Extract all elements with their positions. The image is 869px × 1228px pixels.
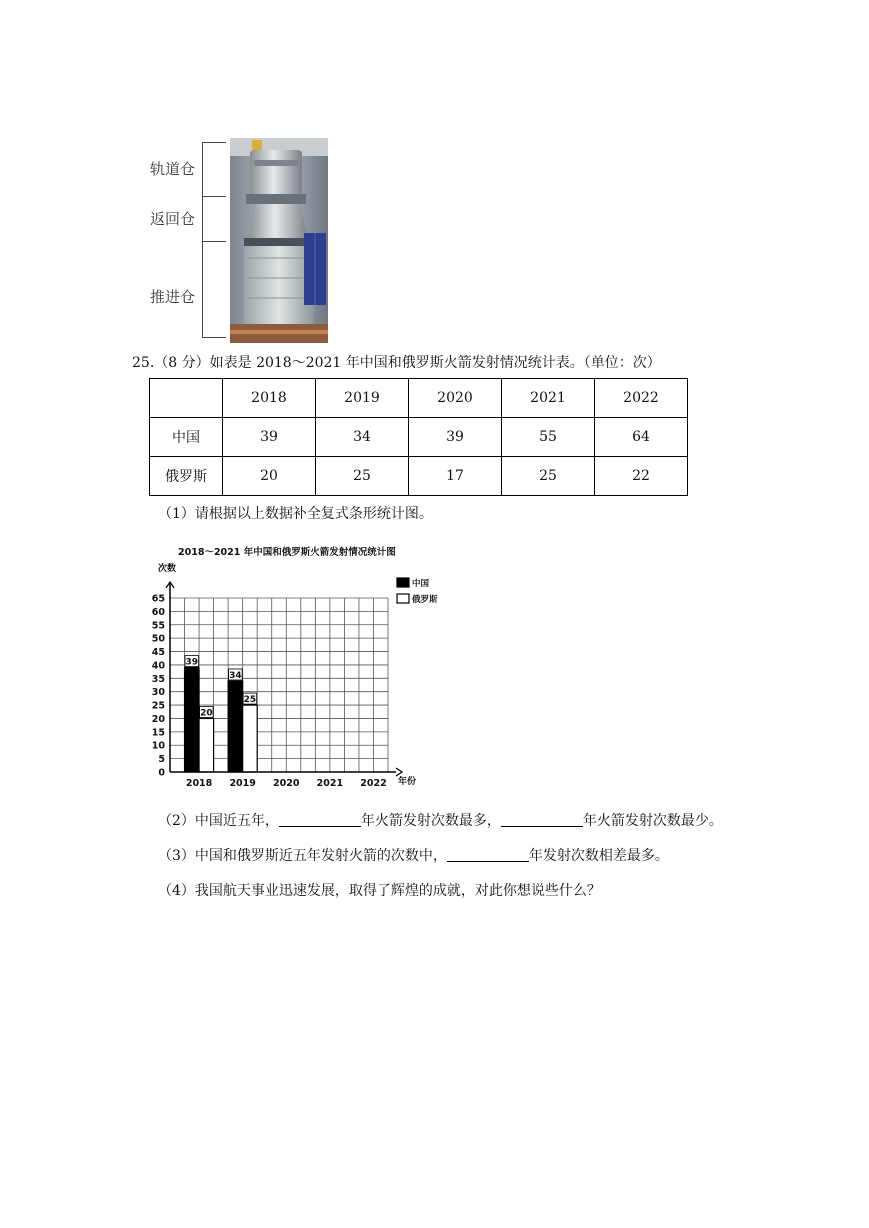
x-tick-label: 2018 [185,778,213,789]
y-tick-label: 5 [158,754,165,766]
legend-label: 中国 [412,579,430,589]
table-cell: 25 [316,457,409,496]
answer-blank-most-year[interactable] [279,812,361,827]
y-tick-label: 50 [151,633,165,645]
x-tick-label: 2020 [273,778,300,789]
table-cell: 64 [595,418,688,457]
data-label: 39 [185,657,199,668]
y-tick-label: 15 [151,727,165,739]
spacecraft-photo [230,138,328,343]
sub2-text-a: （2）中国近五年， [158,813,279,829]
launch-stats-table [149,378,688,496]
table-cell: 17 [409,457,502,496]
data-label: 25 [243,695,257,706]
y-tick-label: 40 [151,660,165,672]
y-tick-label: 45 [151,647,165,659]
table-corner-cell [150,379,223,418]
answer-blank-max-diff-year[interactable] [447,847,529,862]
table-row [150,457,688,496]
sub-question-4: （4）我国航天事业迅速发展，取得了辉煌的成就，对此你想说些什么？ [158,883,601,899]
legend-swatch-russia [397,594,409,603]
data-label: 34 [229,670,242,681]
label-brace [202,142,203,338]
x-tick-label: 2021 [316,778,344,789]
sub-question-1: （1）请根据以上数据补全复式条形统计图。 [158,506,433,522]
x-tick-label: 2019 [229,778,256,789]
bar-china [228,681,243,772]
y-tick-label: 60 [151,606,165,618]
table-cell: 39 [409,418,502,457]
label-propulsion-module: 推进仓 [150,288,196,306]
sub-question-3 [158,845,669,865]
table-cell: 25 [502,457,595,496]
table-row-label: 俄罗斯 [150,457,223,496]
bar-chart [148,540,438,790]
label-orbital-module: 轨道仓 [150,160,196,178]
y-tick-label: 10 [151,740,165,752]
table-header-cell: 2020 [409,379,502,418]
y-tick-label: 35 [151,673,165,685]
x-axis-arrow [396,768,402,776]
answer-blank-least-year[interactable] [501,812,583,827]
table-cell: 34 [316,418,409,457]
sub3-text-a: （3）中国和俄罗斯近五年发射火箭的次数中， [158,848,447,864]
sub-question-2 [158,810,723,830]
y-tick-label: 30 [151,687,165,699]
y-tick-label: 20 [151,713,165,725]
x-tick-label: 2022 [360,778,387,789]
table-cell: 39 [223,418,316,457]
x-axis-label: 年份 [398,777,417,787]
chart-title: 2018～2021 年中国和俄罗斯火箭发射情况统计图 [178,547,396,558]
table-header-cell: 2022 [595,379,688,418]
table-cell: 55 [502,418,595,457]
sub2-text-b: 年火箭发射次数最多， [360,813,501,829]
table-cell: 20 [223,457,316,496]
y-tick-label: 65 [151,593,165,605]
table-cell: 22 [595,457,688,496]
table-header-cell: 2021 [502,379,595,418]
table-header-cell: 2018 [223,379,316,418]
table-header-row [150,379,688,418]
bar-china [185,668,200,772]
bar-russia [243,705,258,772]
bar-russia [199,718,214,772]
data-label: 20 [200,708,213,719]
table-header-cell: 2019 [316,379,409,418]
y-tick-label: 0 [158,767,165,779]
y-tick-label: 55 [151,620,165,632]
spacecraft-figure [150,138,330,343]
question-header: 25.（8 分）如表是 2018～2021 年中国和俄罗斯火箭发射情况统计表。（单位：次） [132,355,661,371]
table-row-label: 中国 [150,418,223,457]
legend-swatch-china [397,578,409,587]
table-row [150,418,688,457]
y-tick-label: 25 [151,700,165,712]
y-axis-label: 次数 [158,564,177,574]
legend-label: 俄罗斯 [412,595,438,605]
label-return-module: 返回仓 [150,210,196,228]
sub3-text-b: 年发射次数相差最多。 [528,848,669,864]
sub2-text-c: 年火箭发射次数最少。 [582,813,723,829]
